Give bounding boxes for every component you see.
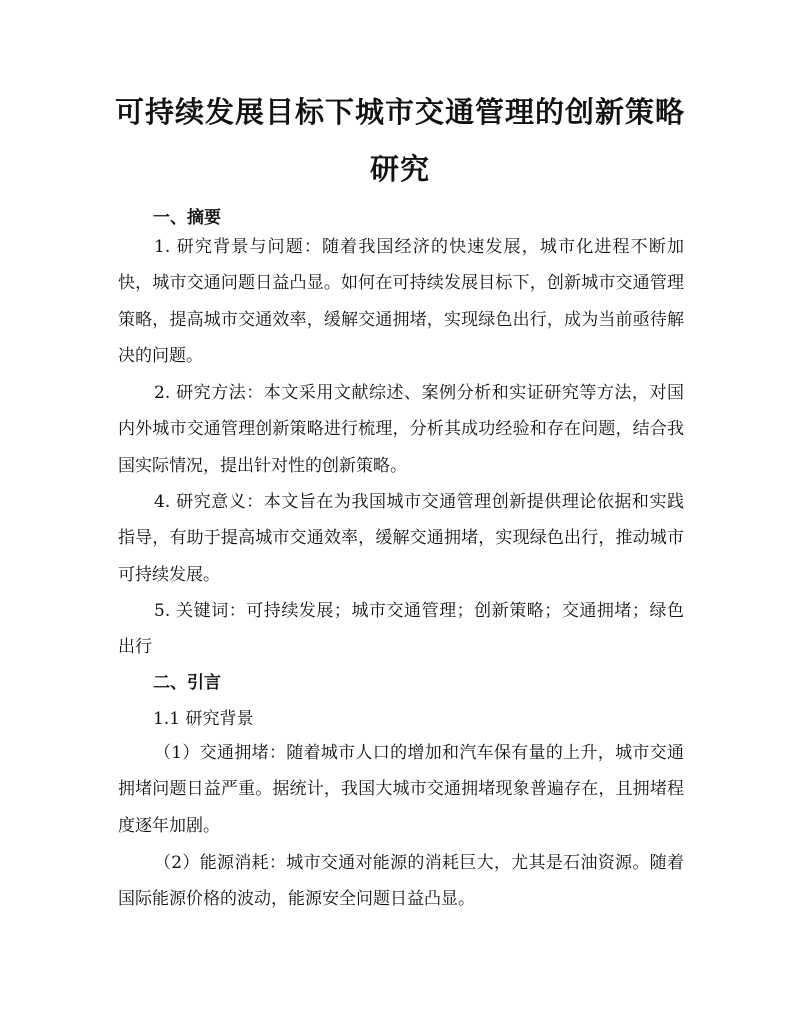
document-title-line-2: 研究 xyxy=(369,152,430,186)
section-heading-introduction: 二、引言 xyxy=(153,673,221,693)
subsection-heading-background: 1.1 研究背景 xyxy=(153,709,254,729)
paragraph-energy-consumption: （2）能源消耗：城市交通对能源的消耗巨大，尤其是石油资源。随着国际能源价格的波动，能源安全问题日益凸显。 xyxy=(118,853,684,910)
paragraph-keywords: 5. 关键词：可持续发展；城市交通管理；创新策略；交通拥堵；绿色出行 xyxy=(118,601,684,658)
paragraph-research-method: 2. 研究方法：本文采用文献综述、案例分析和实证研究等方法，对国内外城市交通管理创新策略进行梳理，分析其成功经验和存在问题，结合我国实际情况，提出针对性的创新策略。 xyxy=(118,383,684,476)
document-title-line-1: 可持续发展目标下城市交通管理的创新策略 xyxy=(114,95,685,129)
paragraph-traffic-congestion: （1）交通拥堵：随着城市人口的增加和汽车保有量的上升，城市交通拥堵问题日益严重。据统计，我国大城市交通拥堵现象普遍存在，且拥堵程度逐年加剧。 xyxy=(118,743,684,836)
paragraph-research-significance: 4. 研究意义：本文旨在为我国城市交通管理创新提供理论依据和实践指导，有助于提高城市交通效率，缓解交通拥堵，实现绿色出行，推动城市可持续发展。 xyxy=(118,492,684,585)
section-heading-abstract: 一、摘要 xyxy=(153,208,221,228)
paragraph-research-background: 1. 研究背景与问题：随着我国经济的快速发展，城市化进程不断加快，城市交通问题日益凸显。如何在可持续发展目标下，创新城市交通管理策略，提高城市交通效率，缓解交通拥堵，实现绿色出行，成为当前亟待解决的问题。 xyxy=(118,237,684,366)
